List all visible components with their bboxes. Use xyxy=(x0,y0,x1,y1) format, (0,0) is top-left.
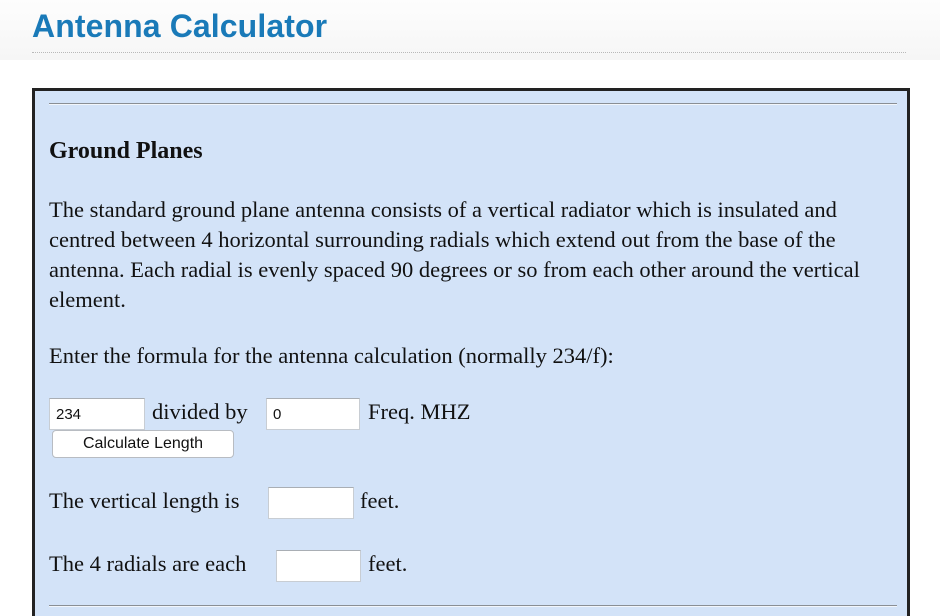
vertical-length-label: The vertical length is xyxy=(49,488,240,513)
divided-by-label: divided by xyxy=(152,399,248,424)
calculate-length-button[interactable]: Calculate Length xyxy=(52,430,234,458)
radials-label: The 4 radials are each xyxy=(49,551,247,576)
frequency-unit-label: Freq. MHZ xyxy=(368,399,471,424)
radials-unit-label: feet. xyxy=(368,551,408,576)
title-divider xyxy=(32,52,906,53)
description-text: The standard ground plane antenna consists of a vertical radiator which is insulated and centred between 4 horizontal surrounding radials which extend out from the base of the antenna. Each radial is evenly spaced 90 degrees or so from each other around the vertical element. xyxy=(49,197,860,312)
bottom-divider xyxy=(49,605,897,607)
top-divider xyxy=(49,103,897,105)
page-title: Antenna Calculator xyxy=(32,8,328,44)
numerator-input[interactable] xyxy=(49,398,145,430)
formula-prompt: Enter the formula for the antenna calculation (normally 234/f): xyxy=(49,343,614,368)
page-header xyxy=(0,0,940,60)
vertical-length-output[interactable] xyxy=(268,487,354,519)
frequency-input[interactable] xyxy=(266,398,360,430)
radials-length-output[interactable] xyxy=(276,550,361,582)
vertical-unit-label: feet. xyxy=(360,488,400,513)
section-heading: Ground Planes xyxy=(49,138,203,164)
ground-plane-calculator-panel xyxy=(32,88,910,616)
